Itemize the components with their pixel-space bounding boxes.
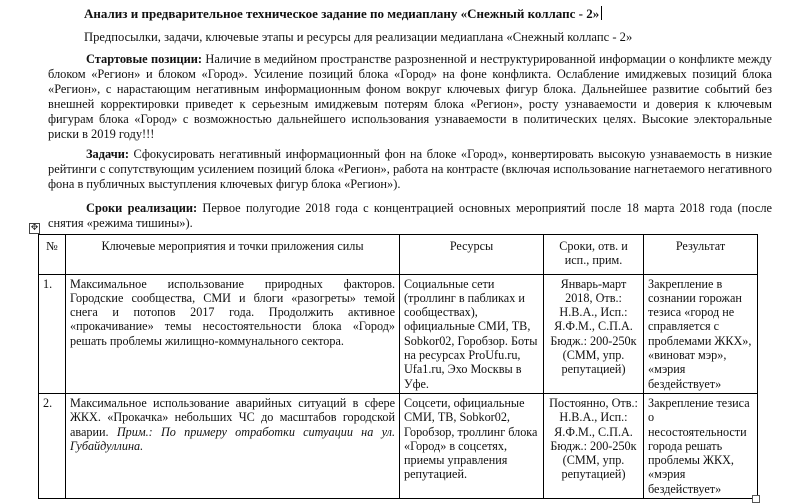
table-header-row — [39, 235, 758, 275]
row-activity[interactable] — [66, 274, 400, 393]
table-row — [39, 274, 758, 393]
media-plan-table — [38, 234, 758, 499]
tasks-paragraph — [48, 147, 772, 192]
table-resize-handle[interactable] — [752, 495, 760, 503]
tasks-text: Сфокусировать негативный информационный фон на блоке «Город», конвертировать высокую узнаваемость в низкие рейтинги с сопутствующим усилением позиций блока «Регион», работа на контрасте (включая использование нагнетаемого негативного фона в публичных выступления ключевых фигур блока «Регион»). — [48, 147, 772, 191]
row-activity-note: Прим.: По примеру отработки ситуации на ул. Губайдуллина. — [70, 424, 396, 453]
row-deadline[interactable]: Постоянно, Отв.: Н.В.А., Исп.: Я.Ф.М., С.П.А. Бюдж.: 200-250к (СММ, упр. репутацией) — [544, 393, 644, 498]
document-title — [84, 6, 602, 22]
row-result[interactable]: Закрепление в сознании горожан тезиса «город не справляется с проблемами ЖКХ», «виноват мэр», «мэрия бездействует» — [644, 274, 758, 393]
row-number[interactable]: 2. — [39, 393, 66, 498]
deadlines-paragraph — [48, 201, 772, 231]
row-number[interactable]: 1. — [39, 274, 66, 393]
row-activity[interactable] — [66, 393, 400, 498]
header-activities: Ключевые мероприятия и точки приложения силы — [66, 235, 400, 275]
header-result: Результат — [644, 235, 758, 275]
start-positions-label: Стартовые позиции: — [86, 52, 203, 66]
table-row — [39, 393, 758, 498]
header-deadlines: Сроки, отв. и исп., прим. — [544, 235, 644, 275]
row-result[interactable]: Закрепление тезиса о несостоятельности города решать проблемы ЖКХ, «мэрия бездействует» — [644, 393, 758, 498]
header-resources: Ресурсы — [400, 235, 544, 275]
header-number: № — [39, 235, 66, 275]
row-resources[interactable]: Соцсети, официальные СМИ, ТВ, Sobkor02, Горобзор, троллинг блока «Город» в соцсетях, приемы управления репутацией. — [400, 393, 544, 498]
row-activity-text: Максимальное использование аварийных ситуаций в сфере ЖКХ. «Прокачка» небольших ЧС до масштабов городской аварии. — [70, 395, 395, 439]
deadlines-text: Первое полугодие 2018 года с концентрацией основных мероприятий после 18 марта 2018 года (после снятия «режима тишины»). — [48, 201, 773, 230]
row-activity-text: Максимальное использование природных факторов. Городские сообщества, СМИ и блоги «разогреты» темой снега и потопов 2017 года. Продолжить активное «прокачивание» темы несостоятельности блока «Город» решать проблемы жилищно-коммунального сектора. — [70, 276, 395, 348]
document-title-text: Анализ и предварительное техническое задание по медиаплану «Снежный коллапс - 2» — [84, 6, 600, 21]
start-positions-text: Наличие в медийном пространстве разрозненной и неструктурированной информации о конфликте между блоком «Регион» и блоком «Город». Усиление позиций блока «Город» на фоне конфликта. Ослабление имиджевых позиций блока «Регион», с нарастающим негативным информационным фоном вокруг ключевых фигур блока. Дальнейшее развитие событий без внешней корректировки приведет к серьезным имиджевым потерям блока «Регион», росту узнаваемости и доверия к ключевым фигурам блока «Город» с возможностью дальнейшего использования узнаваемости в политических целях. Высокие электоральные риски в 2019 году!!! — [48, 52, 772, 141]
start-positions-paragraph — [48, 52, 772, 142]
table-move-handle-icon[interactable]: ✥ — [30, 223, 39, 233]
tasks-label: Задачи: — [86, 147, 129, 161]
deadlines-label: Сроки реализации: — [86, 201, 198, 215]
text-cursor — [601, 6, 602, 20]
row-deadline[interactable]: Январь-март 2018, Отв.: Н.В.А., Исп.: Я.Ф.М., С.П.А. Бюдж.: 200-250к (СММ, упр. репутацией) — [544, 274, 644, 393]
document-subtitle: Предпосылки, задачи, ключевые этапы и ресурсы для реализации медиаплана «Снежный коллапс - 2» — [84, 30, 633, 44]
row-resources[interactable]: Социальные сети (троллинг в пабликах и сообществах), официальные СМИ, ТВ, Sobkor02, Горобзор. Боты на ресурсах ProUfu.ru, Ufa1.ru, Эхо Москвы в Уфе. — [400, 274, 544, 393]
